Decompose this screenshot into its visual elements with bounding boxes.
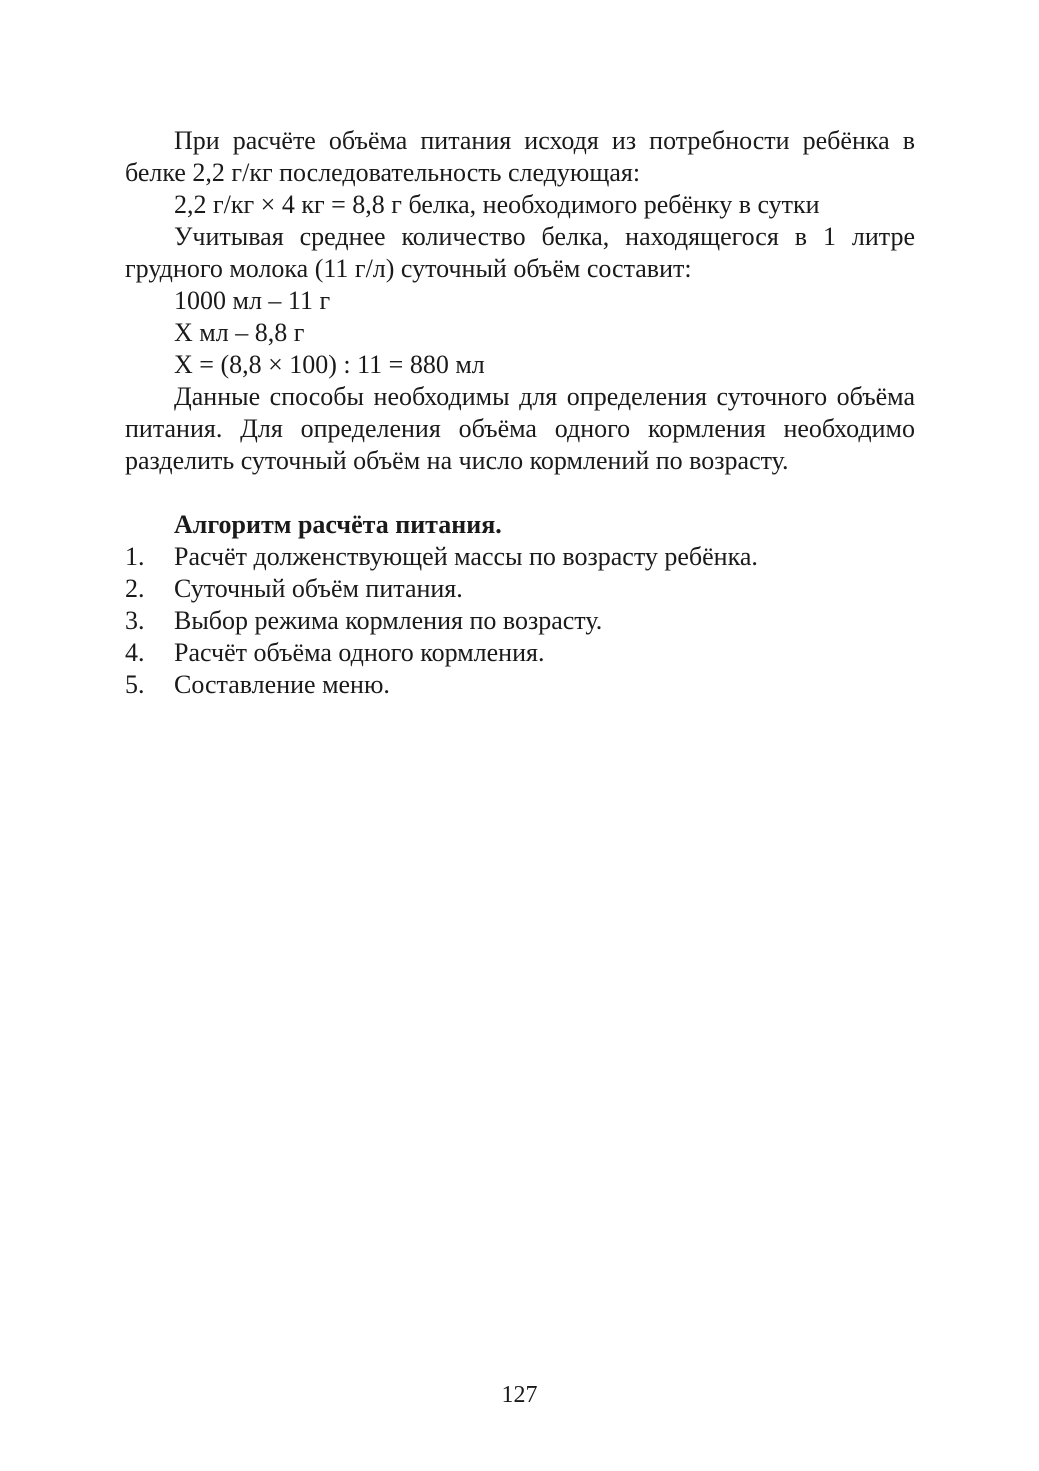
algorithm-heading: Алгоритм расчёта питания. xyxy=(174,510,502,539)
list-item xyxy=(125,541,915,573)
calculation-line-protein: 2,2 г/кг × 4 кг = 8,8 г белка, необходимого ребёнку в сутки xyxy=(174,190,820,219)
list-item-number: 1. xyxy=(125,542,145,571)
list-item-text: Расчёт объёма одного кормления. xyxy=(174,638,545,667)
list-item-text: Расчёт долженствующей массы по возрасту ребёнка. xyxy=(174,542,758,571)
paragraph-methods: Данные способы необходимы для определения суточного объёма питания. Для определения объёма одного кормления необходимо разделить суточный объём на число кормлений по возрасту. xyxy=(125,382,915,475)
list-item xyxy=(125,605,915,637)
list-item xyxy=(125,637,915,669)
algorithm-steps-list xyxy=(125,541,915,701)
list-item-number: 3. xyxy=(125,606,145,635)
page-content xyxy=(125,125,915,701)
calculation-line-proportion-2: Х мл – 8,8 г xyxy=(174,318,305,347)
list-item-number: 5. xyxy=(125,670,145,699)
list-item-text: Составление меню. xyxy=(174,670,390,699)
list-item-text: Выбор режима кормления по возрасту. xyxy=(174,606,603,635)
list-item-text: Суточный объём питания. xyxy=(174,574,463,603)
calculation-line-result: Х = (8,8 × 100) : 11 = 880 мл xyxy=(174,350,485,379)
list-item xyxy=(125,573,915,605)
list-item xyxy=(125,669,915,701)
paragraph-protein-calculation: При расчёте объёма питания исходя из потребности ребёнка в белке 2,2 г/кг последовательность следующая: xyxy=(125,126,915,187)
calculation-line-proportion-1: 1000 мл – 11 г xyxy=(174,286,331,315)
paragraph-breast-milk: Учитывая среднее количество белка, находящегося в 1 литре грудного молока (11 г/л) суточный объём составит: xyxy=(125,222,915,283)
list-item-number: 4. xyxy=(125,638,145,667)
page-number: 127 xyxy=(501,1382,538,1408)
list-item-number: 2. xyxy=(125,574,145,603)
